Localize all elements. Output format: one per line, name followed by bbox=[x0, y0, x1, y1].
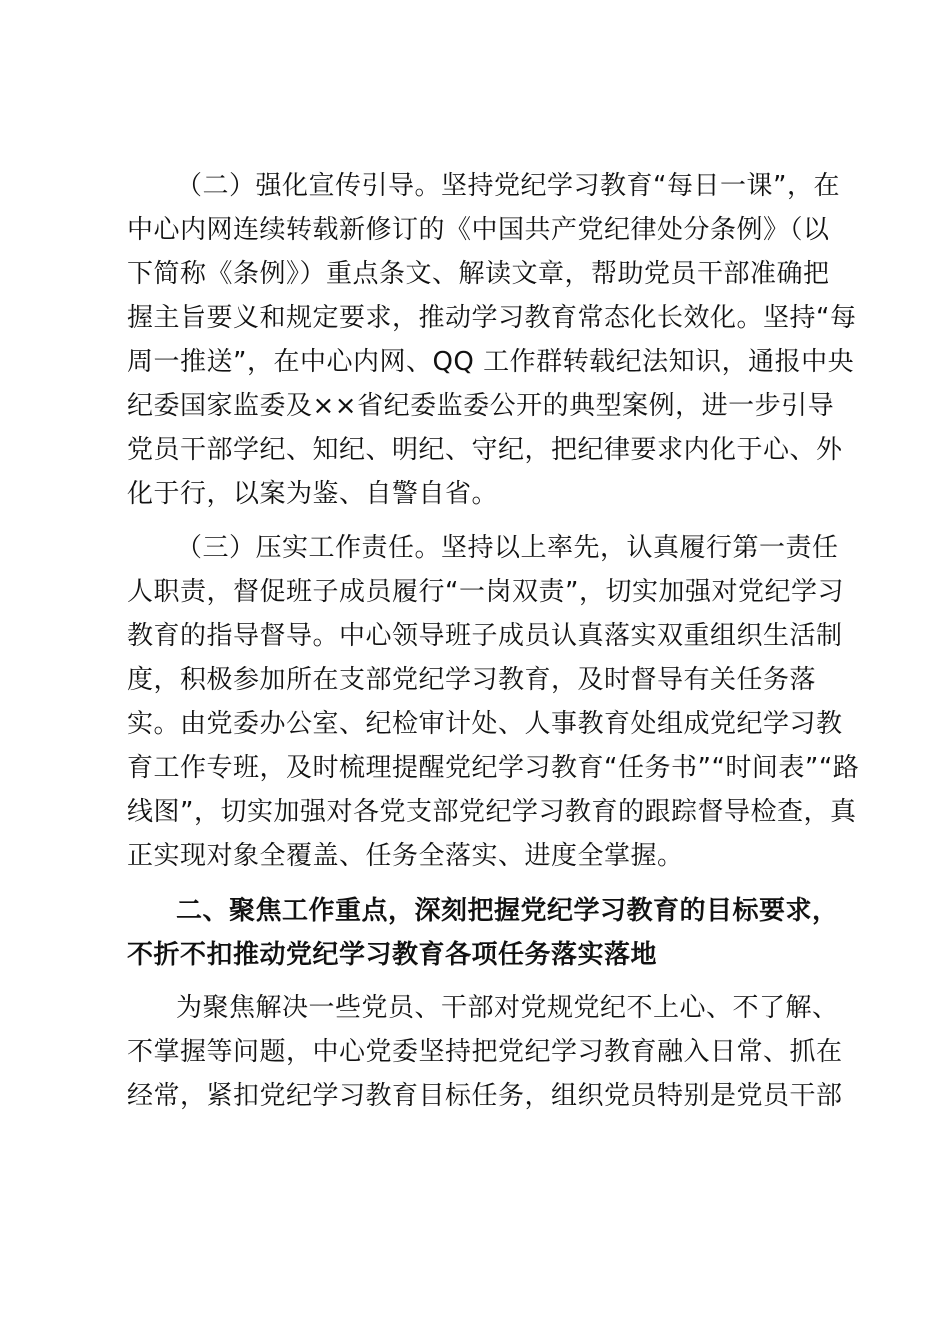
body-line: 正实现对象全覆盖、任务全落实、进度全掌握。 bbox=[127, 841, 684, 871]
body-line: 不掌握等问题，中心党委坚持把党纪学习教育融入日常、抓在 bbox=[127, 1037, 843, 1067]
body-line: 握主旨要义和规定要求，推动学习教育常态化长效化。坚持“每 bbox=[127, 303, 857, 333]
body-line: 度，积极参加所在支部党纪学习教育，及时督导有关任务落 bbox=[127, 665, 817, 695]
body-line: 周一推送”，在中心内网、QQ 工作群转载纪法知识，通报中央 bbox=[127, 347, 855, 377]
section-heading: 不折不扣推动党纪学习教育各项任务落实落地 bbox=[127, 939, 658, 969]
body-line: 线图”，切实加强对各党支部党纪学习教育的跟踪督导检查，真 bbox=[127, 797, 857, 827]
body-line: 经常，紧扣党纪学习教育目标任务，组织党员特别是党员干部 bbox=[127, 1081, 843, 1111]
body-line: （三）压实工作责任。坚持以上率先，认真履行第一责任 bbox=[176, 533, 839, 563]
body-line: 育工作专班，及时梳理提醒党纪学习教育“任务书”“时间表”“路 bbox=[127, 753, 860, 783]
body-line: 实。由党委办公室、纪检审计处、人事教育处组成党纪学习教 bbox=[127, 709, 843, 739]
body-line: （二）强化宣传引导。坚持党纪学习教育“每日一课”，在 bbox=[176, 171, 840, 201]
body-line: 化于行，以案为鉴、自警自省。 bbox=[127, 479, 499, 509]
body-line: 教育的指导督导。中心领导班子成员认真落实双重组织生活制 bbox=[127, 621, 843, 651]
section-heading: 二、聚焦工作重点，深刻把握党纪学习教育的目标要求， bbox=[176, 895, 839, 925]
body-line: 党员干部学纪、知纪、明纪、守纪，把纪律要求内化于心、外 bbox=[127, 435, 843, 465]
body-line: 中心内网连续转载新修订的《中国共产党纪律处分条例》（以 bbox=[127, 215, 830, 245]
body-line: 人职责，督促班子成员履行“一岗双责”，切实加强对党纪学习 bbox=[127, 577, 844, 607]
body-line: 纪委国家监委及××省纪委监委公开的典型案例，进一步引导 bbox=[127, 391, 835, 421]
body-line: 下简称《条例》）重点条文、解读文章，帮助党员干部准确把 bbox=[127, 259, 830, 289]
body-line: 为聚焦解决一些党员、干部对党规党纪不上心、不了解、 bbox=[176, 993, 839, 1023]
